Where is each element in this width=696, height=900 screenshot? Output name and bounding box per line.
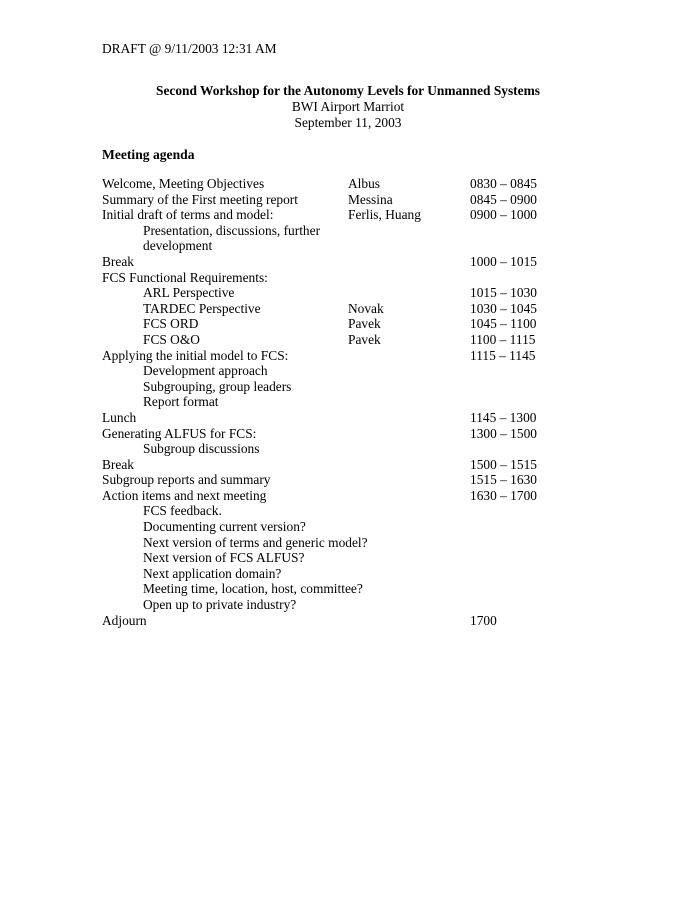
agenda-time: 1700: [470, 612, 497, 628]
agenda-item: [102, 254, 562, 270]
agenda-subitem: [102, 519, 562, 535]
agenda-subitem: [102, 394, 562, 410]
agenda-presenter: Ferlis, Huang: [348, 207, 421, 223]
agenda-item: [102, 176, 562, 192]
agenda-item: [102, 488, 562, 504]
agenda-subitem: [102, 550, 562, 566]
agenda-item-text: Summary of the First meeting report: [102, 191, 298, 207]
agenda-item-text: Report format: [143, 394, 219, 410]
agenda-item-text: Generating ALFUS for FCS:: [102, 425, 257, 441]
agenda-item-text: Adjourn: [102, 612, 147, 628]
agenda-item: [102, 472, 562, 488]
agenda-item-text: FCS ORD: [143, 316, 199, 332]
document-header: [0, 83, 696, 131]
agenda-subitem: [102, 238, 562, 254]
agenda-time: 1015 – 1030: [470, 285, 537, 301]
agenda-time: 0830 – 0845: [470, 176, 537, 191]
agenda-list: [102, 176, 562, 628]
agenda-time: 1500 – 1515: [470, 456, 537, 472]
agenda-item-text: FCS Functional Requirements:: [102, 269, 268, 285]
agenda-subitem: [102, 363, 562, 379]
agenda-item-text: Next application domain?: [143, 565, 282, 581]
agenda-item: [102, 426, 562, 442]
agenda-item: [102, 613, 562, 629]
agenda-subitem: [102, 332, 562, 348]
agenda-item: [102, 270, 562, 286]
agenda-subitem: [102, 316, 562, 332]
agenda-time: 1630 – 1700: [470, 487, 537, 503]
agenda-subitem: [102, 441, 562, 457]
agenda-item: [102, 207, 562, 223]
workshop-location: BWI Airport Marriot: [291, 99, 405, 114]
agenda-subitem: [102, 301, 562, 317]
agenda-item-text: Break: [102, 456, 134, 472]
section-title: Meeting agenda: [102, 147, 195, 162]
agenda-subitem: [102, 223, 562, 239]
agenda-item-text: Initial draft of terms and model:: [102, 207, 274, 223]
agenda-item-text: Applying the initial model to FCS:: [102, 347, 289, 363]
agenda-item-text: FCS O&O: [143, 331, 200, 347]
agenda-time: 1100 – 1115: [470, 331, 536, 347]
agenda-item-text: FCS feedback.: [143, 503, 222, 519]
agenda-time: 0900 – 1000: [470, 207, 537, 223]
agenda-presenter: Messina: [348, 191, 393, 207]
agenda-subitem: [102, 581, 562, 597]
agenda-time: 1300 – 1500: [470, 425, 537, 441]
workshop-title: Second Workshop for the Autonomy Levels for Unmanned Systems: [156, 83, 540, 98]
agenda-item-text: Break: [102, 253, 134, 269]
agenda-subitem: [102, 597, 562, 613]
agenda-time: 1515 – 1630: [470, 472, 537, 488]
agenda-time: 1030 – 1045: [470, 300, 537, 316]
agenda-item-text: Development approach: [143, 363, 268, 379]
agenda-item-text: Documenting current version?: [143, 519, 306, 535]
agenda-item-text: ARL Perspective: [143, 285, 235, 301]
agenda-presenter: Albus: [348, 176, 380, 191]
agenda-presenter: Pavek: [348, 316, 381, 332]
agenda-item-text: Lunch: [102, 409, 137, 425]
agenda-item-text: Subgroup discussions: [143, 441, 260, 457]
workshop-date: September 11, 2003: [294, 115, 402, 130]
agenda-item: [102, 348, 562, 364]
agenda-time: 0845 – 0900: [470, 191, 537, 207]
agenda-item-text: Subgroup reports and summary: [102, 472, 271, 488]
agenda-time: 1145 – 1300: [470, 409, 537, 425]
agenda-item-text: Presentation, discussions, further: [143, 222, 321, 238]
agenda-item-text: development: [143, 238, 213, 254]
agenda-subitem: [102, 566, 562, 582]
agenda-presenter: Pavek: [348, 331, 381, 347]
agenda-item: [102, 457, 562, 473]
agenda-item: [102, 192, 562, 208]
agenda-time: 1000 – 1015: [470, 253, 537, 269]
agenda-item-text: Welcome, Meeting Objectives: [102, 176, 265, 191]
agenda-subitem: [102, 503, 562, 519]
agenda-item-text: Open up to private industry?: [143, 597, 297, 613]
agenda-item-text: Next version of FCS ALFUS?: [143, 550, 305, 566]
agenda-item-text: Meeting time, location, host, committee?: [143, 581, 363, 597]
agenda-item-text: Subgrouping, group leaders: [143, 378, 292, 394]
agenda-subitem: [102, 285, 562, 301]
agenda-item-text: Action items and next meeting: [102, 487, 267, 503]
agenda-presenter: Novak: [348, 300, 384, 316]
agenda-subitem: [102, 379, 562, 395]
agenda-item-text: Next version of terms and generic model?: [143, 534, 368, 550]
agenda-time: 1045 – 1100: [470, 316, 537, 332]
agenda-time: 1115 – 1145: [470, 347, 536, 363]
draft-timestamp: DRAFT @ 9/11/2003 12:31 AM: [102, 41, 277, 56]
agenda-subitem: [102, 535, 562, 551]
agenda-item: [102, 410, 562, 426]
agenda-item-text: TARDEC Perspective: [143, 300, 261, 316]
